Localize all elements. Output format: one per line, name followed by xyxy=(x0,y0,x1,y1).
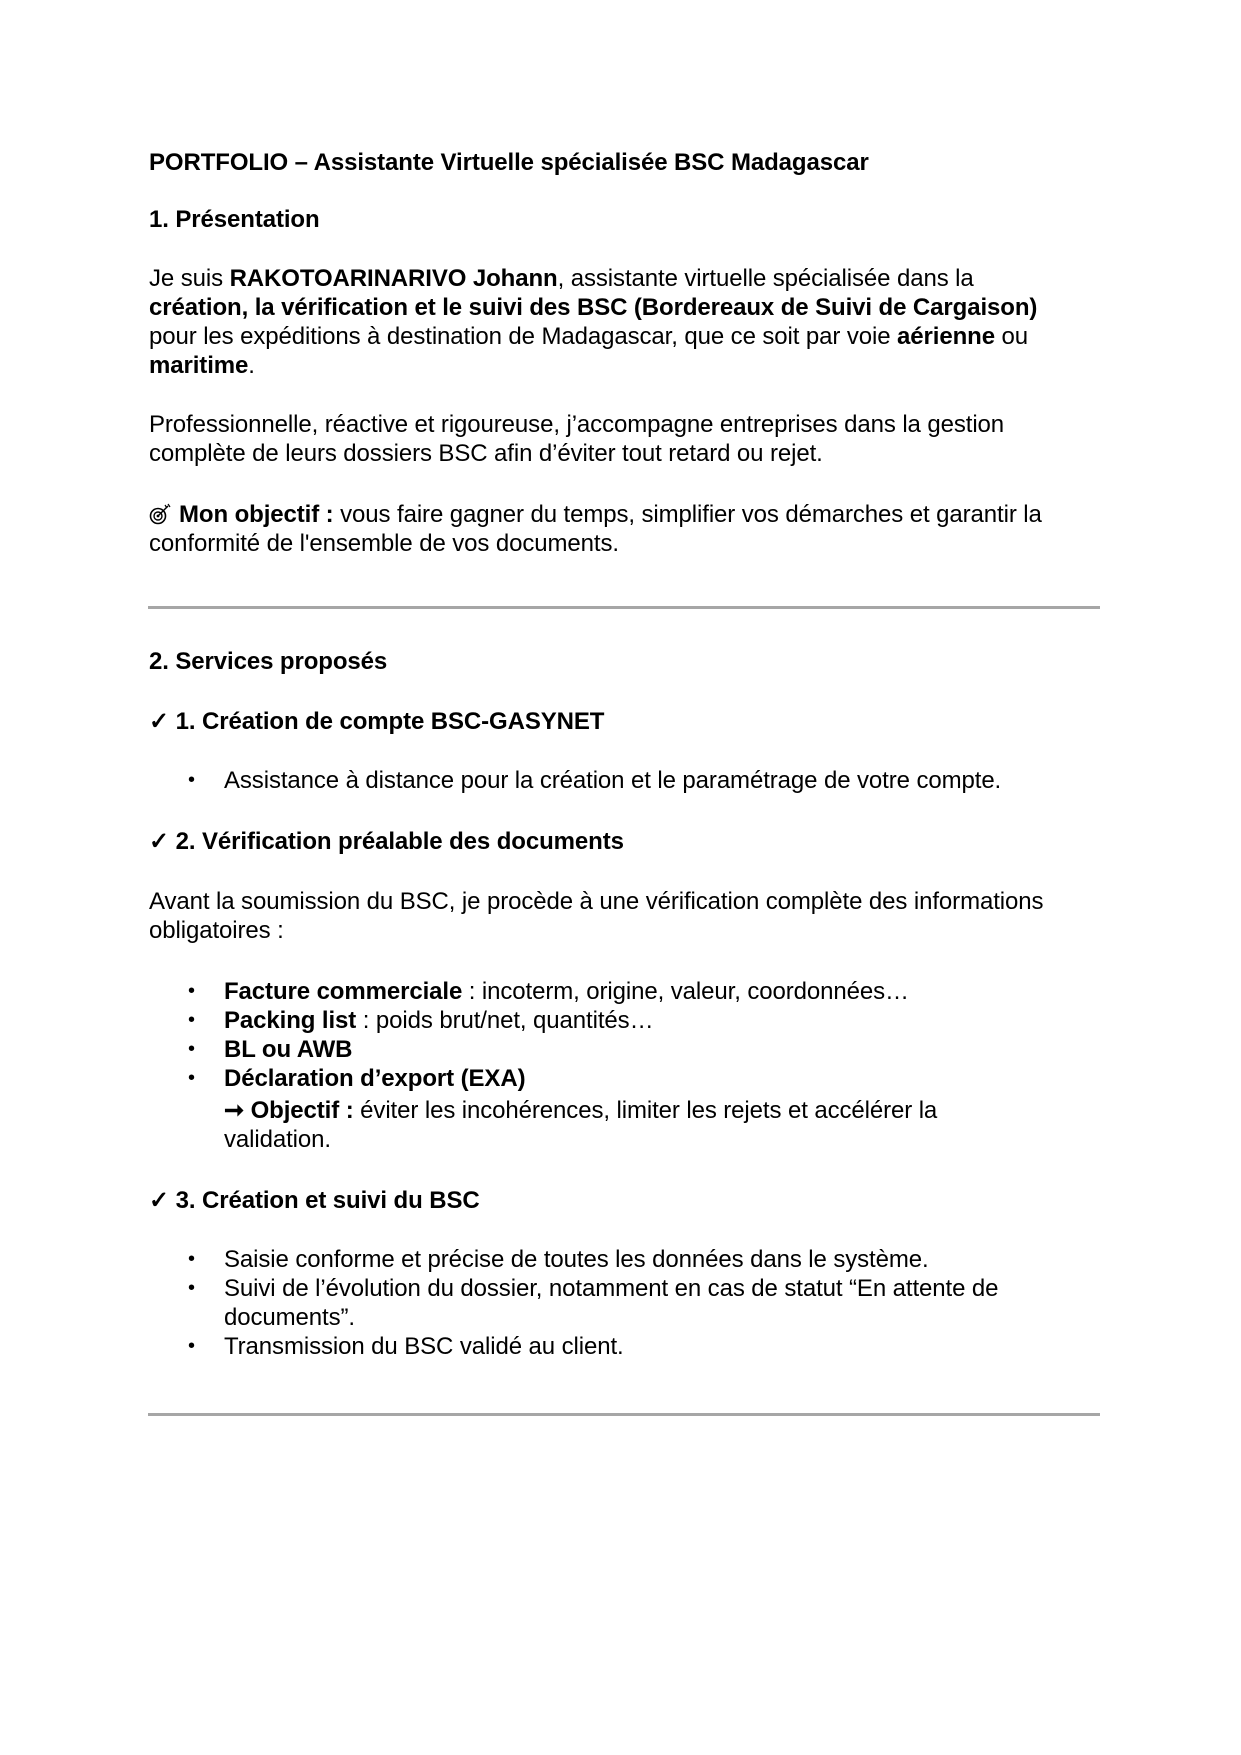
list-item xyxy=(224,1064,525,1093)
author-name: RAKOTOARINARIVO Johann xyxy=(229,265,558,292)
verification-intro-line-1: Avant la soumission du BSC, je procède à une vérification complète des informations xyxy=(149,888,1044,915)
qualities-line-1: Professionnelle, réactive et rigoureuse, j’accompagne entreprises dans la gestion xyxy=(149,411,1005,438)
bullet-icon: • xyxy=(188,1038,196,1060)
section-heading-presentation: 1. Présentation xyxy=(149,206,320,233)
intro-line-2: création, la vérification et le suivi des BSC (Bordereaux de Suivi de Cargaison) xyxy=(149,294,1038,321)
document-title: PORTFOLIO – Assistante Virtuelle spécialisée BSC Madagascar xyxy=(149,149,869,176)
objective-text: vous faire gagner du temps, simplifier vos démarches et garantir la xyxy=(333,501,1042,528)
objective-line-1 xyxy=(149,500,1042,529)
list-item-text: : incoterm, origine, valeur, coordonnées… xyxy=(462,978,909,1005)
target-dart-icon xyxy=(149,502,173,526)
bullet-icon: • xyxy=(188,1335,196,1357)
bullet-icon: • xyxy=(188,769,196,791)
list-item xyxy=(224,1006,653,1035)
verification-intro-line-2: obligatoires : xyxy=(149,917,284,944)
list-item-text: : poids brut/net, quantités… xyxy=(356,1007,654,1034)
list-item-label: Packing list xyxy=(224,1007,357,1034)
bullet-icon: • xyxy=(188,1248,196,1270)
list-item: Saisie conforme et précise de toutes les données dans le système. xyxy=(224,1246,929,1273)
intro-line-4 xyxy=(149,351,255,380)
list-item: Suivi de l’évolution du dossier, notamment en cas de statut “En attente de xyxy=(224,1275,999,1302)
intro-emphasis-sea: maritime xyxy=(149,352,249,379)
list-item xyxy=(224,977,909,1006)
service-heading-3 xyxy=(149,1186,480,1215)
list-item: Assistance à distance pour la création et le paramétrage de votre compte. xyxy=(224,767,1002,794)
intro-text: ou xyxy=(994,323,1029,350)
objective-label: Mon objectif : xyxy=(179,501,334,528)
section-divider xyxy=(148,1413,1100,1416)
bullet-icon: • xyxy=(188,1009,196,1031)
section-heading-services: 2. Services proposés xyxy=(149,648,388,675)
objective-text: éviter les incohérences, limiter les rejets et accélérer la xyxy=(353,1097,938,1124)
list-item-continuation: documents”. xyxy=(224,1304,355,1331)
intro-text: . xyxy=(248,352,255,379)
intro-emphasis-air: aérienne xyxy=(897,323,995,350)
check-icon: ✓ xyxy=(149,1187,170,1214)
intro-line-3 xyxy=(149,322,1028,351)
service-heading-1 xyxy=(149,707,604,736)
objective-label: Objectif : xyxy=(250,1097,354,1124)
service-title: 1. Création de compte BSC-GASYNET xyxy=(175,708,605,735)
service-heading-2 xyxy=(149,827,624,856)
list-item-label: BL ou AWB xyxy=(224,1036,353,1063)
list-item xyxy=(224,1035,352,1064)
check-icon: ✓ xyxy=(149,828,170,855)
list-item-label: Déclaration d’export (EXA) xyxy=(224,1065,526,1092)
objective-line-2: conformité de l'ensemble de vos documents. xyxy=(149,530,619,557)
bullet-icon: • xyxy=(188,1277,196,1299)
qualities-line-2: complète de leurs dossiers BSC afin d’éviter tout retard ou rejet. xyxy=(149,440,823,467)
check-icon: ✓ xyxy=(149,708,170,735)
intro-line-1 xyxy=(149,264,974,293)
intro-text: , assistante virtuelle spécialisée dans la xyxy=(557,265,974,292)
intro-text: pour les expéditions à destination de Madagascar, que ce soit par voie xyxy=(149,323,898,350)
verification-objective-line-1 xyxy=(224,1096,937,1125)
list-item: Transmission du BSC validé au client. xyxy=(224,1333,624,1360)
intro-text: Je suis xyxy=(149,265,230,292)
list-item-label: Facture commerciale xyxy=(224,978,463,1005)
section-divider xyxy=(148,606,1100,609)
bullet-icon: • xyxy=(188,980,196,1002)
service-title: 3. Création et suivi du BSC xyxy=(175,1187,480,1214)
bullet-icon: • xyxy=(188,1067,196,1089)
arrow-right-icon: ➞ xyxy=(224,1097,245,1124)
verification-objective-line-2: validation. xyxy=(224,1126,331,1153)
service-title: 2. Vérification préalable des documents xyxy=(175,828,624,855)
